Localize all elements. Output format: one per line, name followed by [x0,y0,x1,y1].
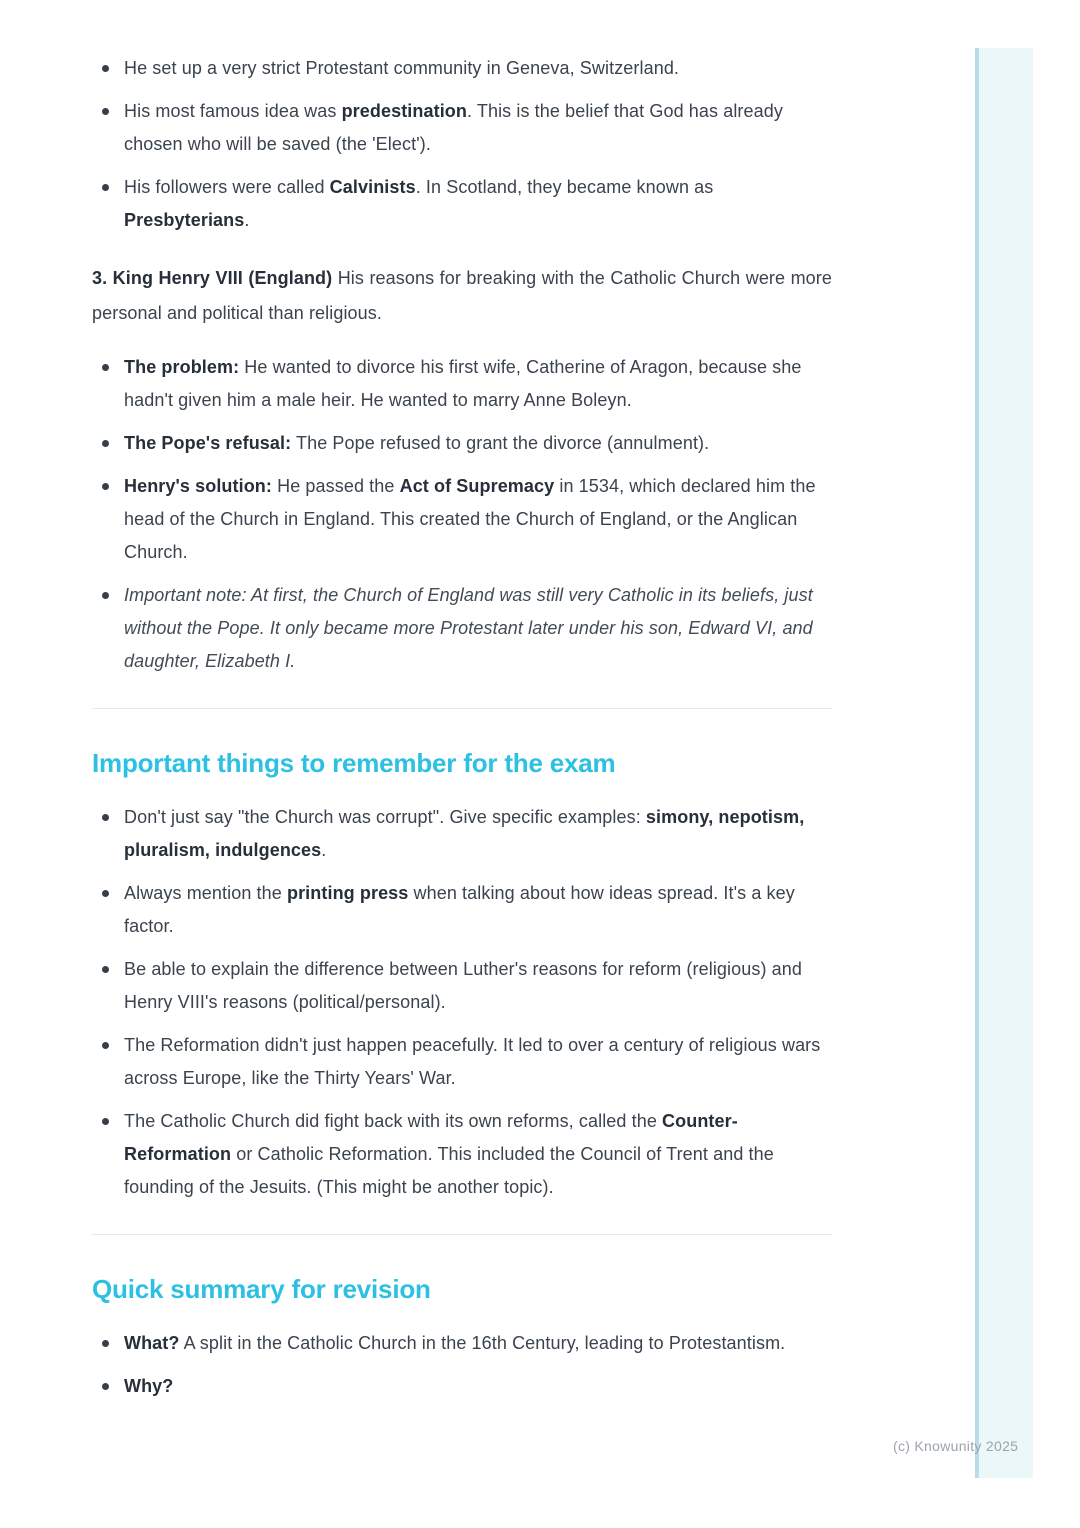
text-segment: Don't just say "the Church was corrupt". Give specific examples: [124,807,646,827]
list-item [92,579,832,678]
text-segment: Why? [124,1376,174,1396]
text-segment: The Pope refused to grant the divorce (annulment). [291,433,710,453]
text-segment: or Catholic Reformation. This included the Council of Trent and the founding of the Jesuits. (This might be another topic). [124,1144,774,1197]
list-item [92,953,832,1019]
text-segment: in 1534, which declared him the head of the Church in England. This created the Church of England, or the Anglican Church. [124,476,816,562]
text-segment: His followers were called [124,177,330,197]
text-segment: Important note: At first, the Church of England was still very Catholic in its beliefs, just without the Pope. It only became more Protestant later under his son, Edward VI, and daughter, Elizabeth I. [124,585,813,671]
text-segment: His reasons for breaking with the Catholic Church were more personal and political than religious. [92,268,832,323]
list-item [92,52,832,85]
henry-bullet-list [92,351,832,678]
list-item [92,877,832,943]
text-segment: . [244,210,250,230]
copyright-watermark: (c) Knowunity 2025 [893,1438,1019,1454]
list-item [92,801,832,867]
text-segment: when talking about how ideas spread. It's a key factor. [124,883,795,936]
text-segment: The problem: [124,357,240,377]
text-segment: His most famous idea was [124,101,342,121]
text-segment: . In Scotland, they became known as [415,177,714,197]
text-segment: Henry's solution: [124,476,272,496]
list-item [92,1327,832,1360]
section-heading-exam: Important things to remember for the exam [92,748,616,778]
section-divider [92,1234,832,1235]
text-segment: He wanted to divorce his first wife, Catherine of Aragon, because she hadn't given him a male heir. He wanted to marry Anne Boleyn. [124,357,802,410]
text-segment: The Pope's refusal: [124,433,292,453]
text-segment: What? [124,1333,180,1353]
text-segment: Act of Supremacy [399,476,555,496]
summary-bullet-list [92,1327,832,1403]
text-segment: Always mention the [124,883,287,903]
text-segment: predestination [341,101,467,121]
text-segment: 3. King Henry VIII (England) [92,268,333,288]
list-item [92,171,832,237]
text-segment: . This is the belief that God has already chosen who will be saved (the 'Elect'). [124,101,783,154]
list-item [92,1029,832,1095]
document-page [92,52,832,1403]
text-segment: Counter-Reformation [124,1111,738,1164]
list-item [92,1370,832,1403]
calvin-bullet-list [92,52,832,237]
list-item [92,470,832,569]
text-segment: . [321,840,327,860]
list-item [92,1105,832,1204]
text-segment: The Reformation didn't just happen peacefully. It led to over a century of religious wars across Europe, like the Thirty Years' War. [124,1035,821,1088]
text-segment: A split in the Catholic Church in the 16th Century, leading to Protestantism. [179,1333,786,1353]
text-segment: simony, nepotism, pluralism, indulgences [124,807,805,860]
text-segment: Be able to explain the difference between Luther's reasons for reform (religious) and Henry VIII's reasons (political/personal). [124,959,802,1012]
page-edge-strip [975,48,1033,1478]
text-segment: The Catholic Church did fight back with its own reforms, called the [124,1111,663,1131]
text-segment: He passed the [272,476,400,496]
henry-lead-paragraph [92,261,832,331]
text-segment: Calvinists [329,177,416,197]
section-divider [92,708,832,709]
text-segment: Presbyterians [124,210,245,230]
section-heading-summary: Quick summary for revision [92,1274,431,1304]
list-item [92,427,832,460]
list-item [92,351,832,417]
text-segment: printing press [286,883,409,903]
list-item [92,95,832,161]
text-segment: He set up a very strict Protestant community in Geneva, Switzerland. [124,58,680,78]
exam-bullet-list [92,801,832,1204]
